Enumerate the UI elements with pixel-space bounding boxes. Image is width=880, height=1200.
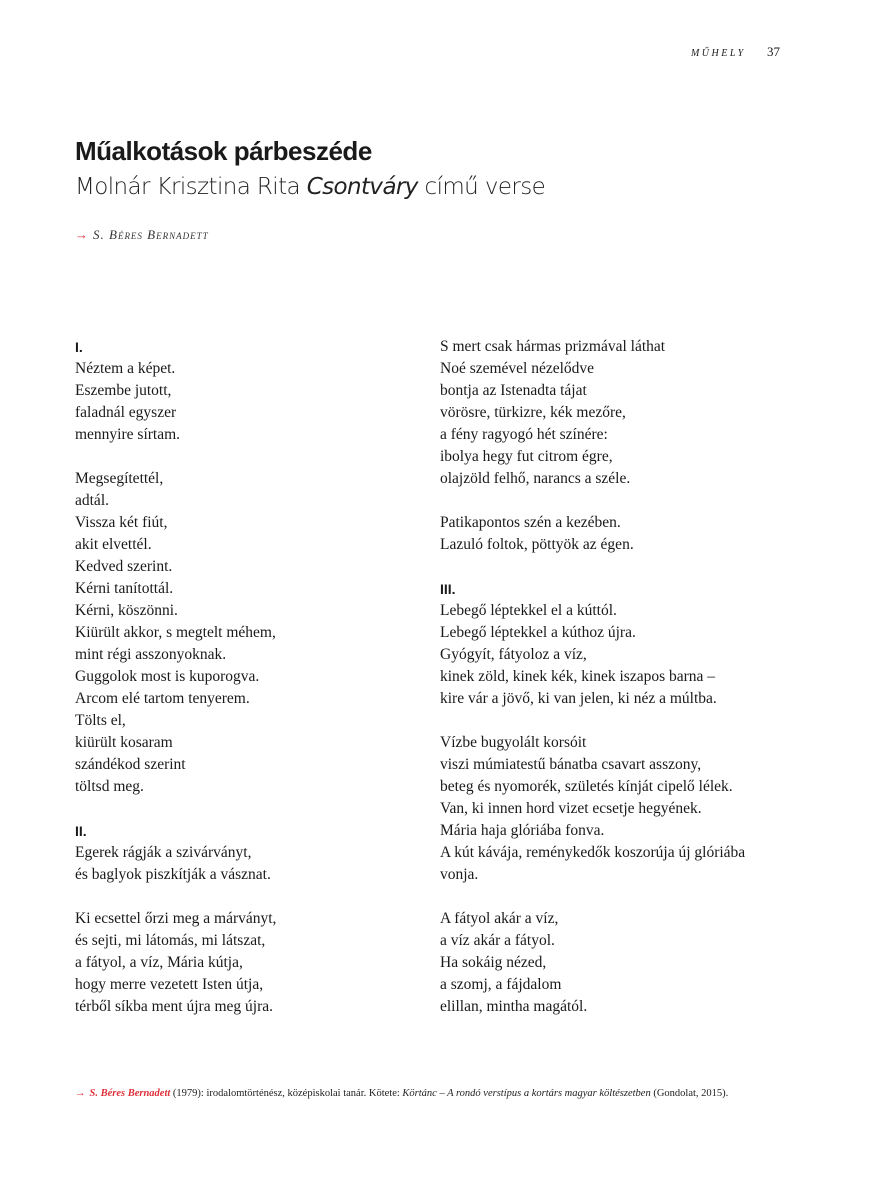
poem-line (75, 798, 445, 820)
page-number: 37 (767, 44, 780, 59)
poem-line: Van, ki innen hord vizet ecsetje hegyének. (440, 800, 702, 817)
poem-line: Kérni, köszönni. (75, 602, 178, 619)
poem-line: a szomj, a fájdalom (440, 976, 562, 993)
arrow-icon: → (75, 227, 89, 242)
poem-line: elillan, mintha magától. (440, 998, 588, 1015)
section-heading: III. (440, 581, 456, 597)
poem-line: Lebegő léptekkel a kúthoz újra. (440, 624, 636, 641)
section-heading: II. (75, 823, 87, 839)
poem-line: kire vár a jövő, ki van jelen, ki néz a múltba. (440, 690, 717, 707)
poem-line (440, 710, 810, 732)
poem-line: Mária haja glóriába fonva. (440, 822, 605, 839)
poem-line: olajzöld felhő, narancs a széle. (440, 470, 631, 487)
article-title: Műalkotások párbeszéde (75, 136, 372, 166)
poem-line: a fény ragyogó hét színére: (440, 426, 608, 443)
poem-line: kiürült kosaram (75, 734, 173, 751)
poem-line (75, 446, 445, 468)
poem-line: és sejti, mi látomás, mi látszat, (75, 932, 266, 949)
poem-line: ibolya hegy fut citrom égre, (440, 448, 613, 465)
poem-line: Kiürült akkor, s megtelt méhem, (75, 624, 276, 641)
poem-line: akit elvettél. (75, 536, 152, 553)
arrow-icon: → (75, 1088, 86, 1099)
poem-line: Eszembe jutott, (75, 382, 172, 399)
subtitle-text-end: című verse (417, 174, 546, 200)
author-name: S. Béres Bernadett (93, 227, 209, 242)
poem-line: Ki ecsettel őrzi meg a márványt, (75, 910, 277, 927)
poem-line: A kút kávája, reménykedők koszorúja új glóriába (440, 844, 746, 861)
poem-line: viszi múmiatestű bánatba csavart asszony, (440, 756, 702, 773)
poem-line: a víz akár a fátyol. (440, 932, 555, 949)
poem-line (440, 886, 810, 908)
poem-line (440, 556, 810, 578)
poem-line: beteg és nyomorék, születés kínját cipelő lélek. (440, 778, 733, 795)
poem-line: Egerek rágják a szivárványt, (75, 844, 252, 861)
poem-line: vonja. (440, 866, 479, 883)
poem-line: Megsegítettél, (75, 470, 164, 487)
running-head (691, 44, 780, 60)
footnote-book-title: Körtánc – A rondó verstípus a kortárs magyar költészetben (402, 1088, 651, 1099)
poem-line: és baglyok piszkítják a vásznat. (75, 866, 271, 883)
section-name: MŰHELY (690, 48, 746, 59)
subtitle-text: Molnár Krisztina Rita (75, 174, 307, 200)
poem-column-right (440, 336, 810, 1018)
poem-line: faladnál egyszer (75, 404, 177, 421)
poem-line: Guggolok most is kuporogva. (75, 668, 260, 685)
poem-line: Patikapontos szén a kezében. (440, 514, 621, 531)
poem-line (440, 490, 810, 512)
poem-line: S mert csak hármas prizmával láthat (440, 338, 666, 355)
poem-line: Vissza két fiút, (75, 514, 168, 531)
subtitle-poem-title: Csontváry (306, 174, 418, 200)
poem-column-left (75, 336, 445, 1018)
poem-line: Noé szemével nézelődve (440, 360, 595, 377)
footnote-text: (1979): irodalomtörténész, középiskolai tanár. Kötete: (170, 1088, 403, 1099)
poem-line: bontja az Istenadta tájat (440, 382, 587, 399)
poem-line: töltsd meg. (75, 778, 144, 795)
poem-line: mennyire sírtam. (75, 426, 181, 443)
poem-line: Kérni tanítottál. (75, 580, 174, 597)
poem-line: Néztem a képet. (75, 360, 176, 377)
poem-line: Ha sokáig nézed, (440, 954, 547, 971)
footnote-text-end: (Gondolat, 2015). (650, 1088, 729, 1099)
poem-line: térből síkba ment újra meg újra. (75, 998, 273, 1015)
poem-line: Tölts el, (75, 712, 126, 729)
poem-line: Vízbe bugyolált korsóit (440, 734, 587, 751)
poem-line: Lebegő léptekkel el a kúttól. (440, 602, 617, 619)
author-footnote (75, 1088, 728, 1099)
poem-line: kinek zöld, kinek kék, kinek iszapos barna – (440, 668, 716, 685)
poem-line: Lazuló foltok, pöttyök az égen. (440, 536, 634, 553)
poem-line: A fátyol akár a víz, (440, 910, 559, 927)
poem-line (75, 886, 445, 908)
footnote-author: S. Béres Bernadett (89, 1088, 171, 1099)
article-subtitle (75, 174, 545, 200)
section-heading: I. (75, 339, 83, 355)
poem-line: Arcom elé tartom tenyerem. (75, 690, 250, 707)
byline (75, 227, 209, 243)
poem-line: Gyógyít, fátyoloz a víz, (440, 646, 587, 663)
poem-line: mint régi asszonyoknak. (75, 646, 227, 663)
poem-line: szándékod szerint (75, 756, 186, 773)
poem-line: vörösre, türkizre, kék mezőre, (440, 404, 626, 421)
poem-line: adtál. (75, 492, 109, 509)
poem-line: a fátyol, a víz, Mária kútja, (75, 954, 243, 971)
poem-line: Kedved szerint. (75, 558, 173, 575)
poem-line: hogy merre vezetett Isten útja, (75, 976, 264, 993)
